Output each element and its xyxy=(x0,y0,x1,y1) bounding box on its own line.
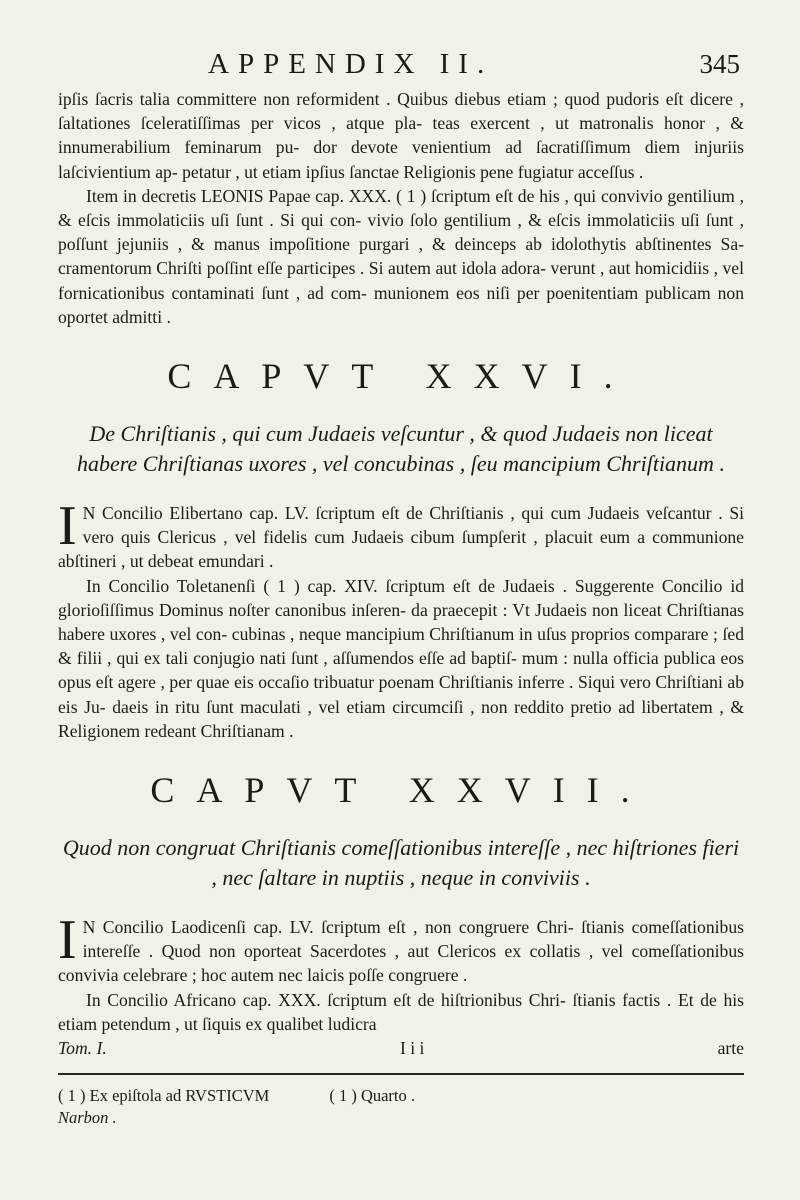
chapter-26-paragraph-1-text: N Concilio Elibertano cap. LV. ſcriptum eſt de Chriſtianis , qui cum Judaeis veſcantur . Si vero quis Clericus , vel fidelis cum Judaeis cibum ſumpſerit , placuit eum a communione abſtineri , ut debeat emundari . xyxy=(58,503,744,572)
chapter-27-title: Quod non congruat Chriſtianis comeſſationibus intereſſe , nec hiſtriones fieri , nec ſaltare in nuptiis , neque in conviviis . xyxy=(62,835,740,891)
footnotes xyxy=(58,1085,744,1129)
footnote-rule xyxy=(58,1073,744,1075)
chapter-26-paragraph-1 xyxy=(58,495,744,574)
catchline xyxy=(58,1038,744,1059)
chapter-26-text xyxy=(58,495,744,743)
footnote-1-continuation: Narbon . xyxy=(58,1108,117,1128)
intro-paragraph-1: ipſis ſacris talia committere non reformident . Quibus diebus etiam ; quod pudoris eſt dicere , ſaltationes ſceleratiſſimas per vicos , atque pla- teas exercent , ut matronalis honor , & innumerabilium feminarum pu- dor devote venientium ad ſacratiſſimum diem injuriis laſcivientium ap- petatur , ut etiam ipſius ſanctae Religionis pene fugiatur acceſſus . xyxy=(58,89,744,182)
chapter-26-title: De Chriſtianis , qui cum Judaeis veſcuntur , & quod Judaeis non liceat habere Chriſtianas uxores , vel concubinas , ſeu mancipium Chriſtianum . xyxy=(77,421,725,477)
chapter-26-paragraph-2: In Concilio Toletanenſi ( 1 ) cap. XIV. ſcriptum eſt de Judaeis . Suggerente Concilio id glorioſiſſimus Dominus noſter canonibus inſeren- da praecepit : Vt Judaeis non liceat Chriſtianas habere uxores , vel con- cubinas , neque mancipium Chriſtianum in uſus proprios comparare ; ſed & filii , qui ex tali conjugio nati ſunt , aſſumendos eſſe ad baptiſ- mum : nulla officia publica eos opus eſt agere , per quae eis occaſio tribuatur poenam Chriſtianis inferre . Siqui vero Chriſtiani ab eis Ju- daeis in ritu ſunt maculati , vel etiam circumciſi , non reddito pretio ad libertatem , & Religionem redeant Chriſtianam . xyxy=(58,575,744,741)
drop-cap: I xyxy=(58,495,77,558)
signature-mark: I i i xyxy=(399,1038,425,1059)
running-head xyxy=(208,48,740,81)
intro-text xyxy=(58,87,744,329)
intro-paragraph-2: Item in decretis LEONIS Papae cap. XXX. ( 1 ) ſcriptum eſt de his , qui convivio gentilium , & eſcis immolaticiis uſi ſunt . Si qui con- vivio ſolo gentilium , & eſcis immolaticiis uſi ſunt , poſſunt jejuniis , & manus impoſitione purgari , & deinceps ab idolothytis abſtinentes Sa- cramentorum Chriſti poſſint eſſe participes . Si autem aut idola adora- verunt , aut homicidiis , vel fornicationibus contaminati ſunt , ad com- munionem eos niſi per poenitentiam publicam non oportet admitti . xyxy=(58,185,744,327)
chapter-27-paragraph-1 xyxy=(58,909,744,988)
chapter-26-heading: CAPVT XXVI. xyxy=(167,356,635,397)
chapter-27-paragraph-2: In Concilio Africano cap. XXX. ſcriptum eſt de hiſtrionibus Chri- ſtianis factis . Et de his etiam petendum , ut ſiquis ex qualibet ludicra xyxy=(58,989,744,1034)
footnote-1: ( 1 ) Ex epiſtola ad RVSTICVM xyxy=(58,1086,270,1106)
chapter-27-heading: CAPVT XXVII. xyxy=(150,770,652,811)
drop-cap: I xyxy=(58,909,77,972)
volume-mark: Tom. I. xyxy=(58,1038,107,1059)
footnote-row xyxy=(58,1085,744,1107)
chapter-27-text xyxy=(58,909,744,1036)
footnote-2: ( 1 ) Quarto . xyxy=(329,1086,416,1106)
catchword: arte xyxy=(717,1038,744,1059)
running-title: APPENDIX II. xyxy=(208,48,494,80)
chapter-27-paragraph-1-text: N Concilio Laodicenſi cap. LV. ſcriptum eſt , non congruere Chri- ſtianis comeſſationibus intereſſe . Quod non oporteat Sacerdotes , aut Clericos ex collatis , vel comeſſationibus convivia celebrare ; hoc autem nec laicis poſſe congruere . xyxy=(58,917,744,986)
page-number: 345 xyxy=(699,49,740,79)
